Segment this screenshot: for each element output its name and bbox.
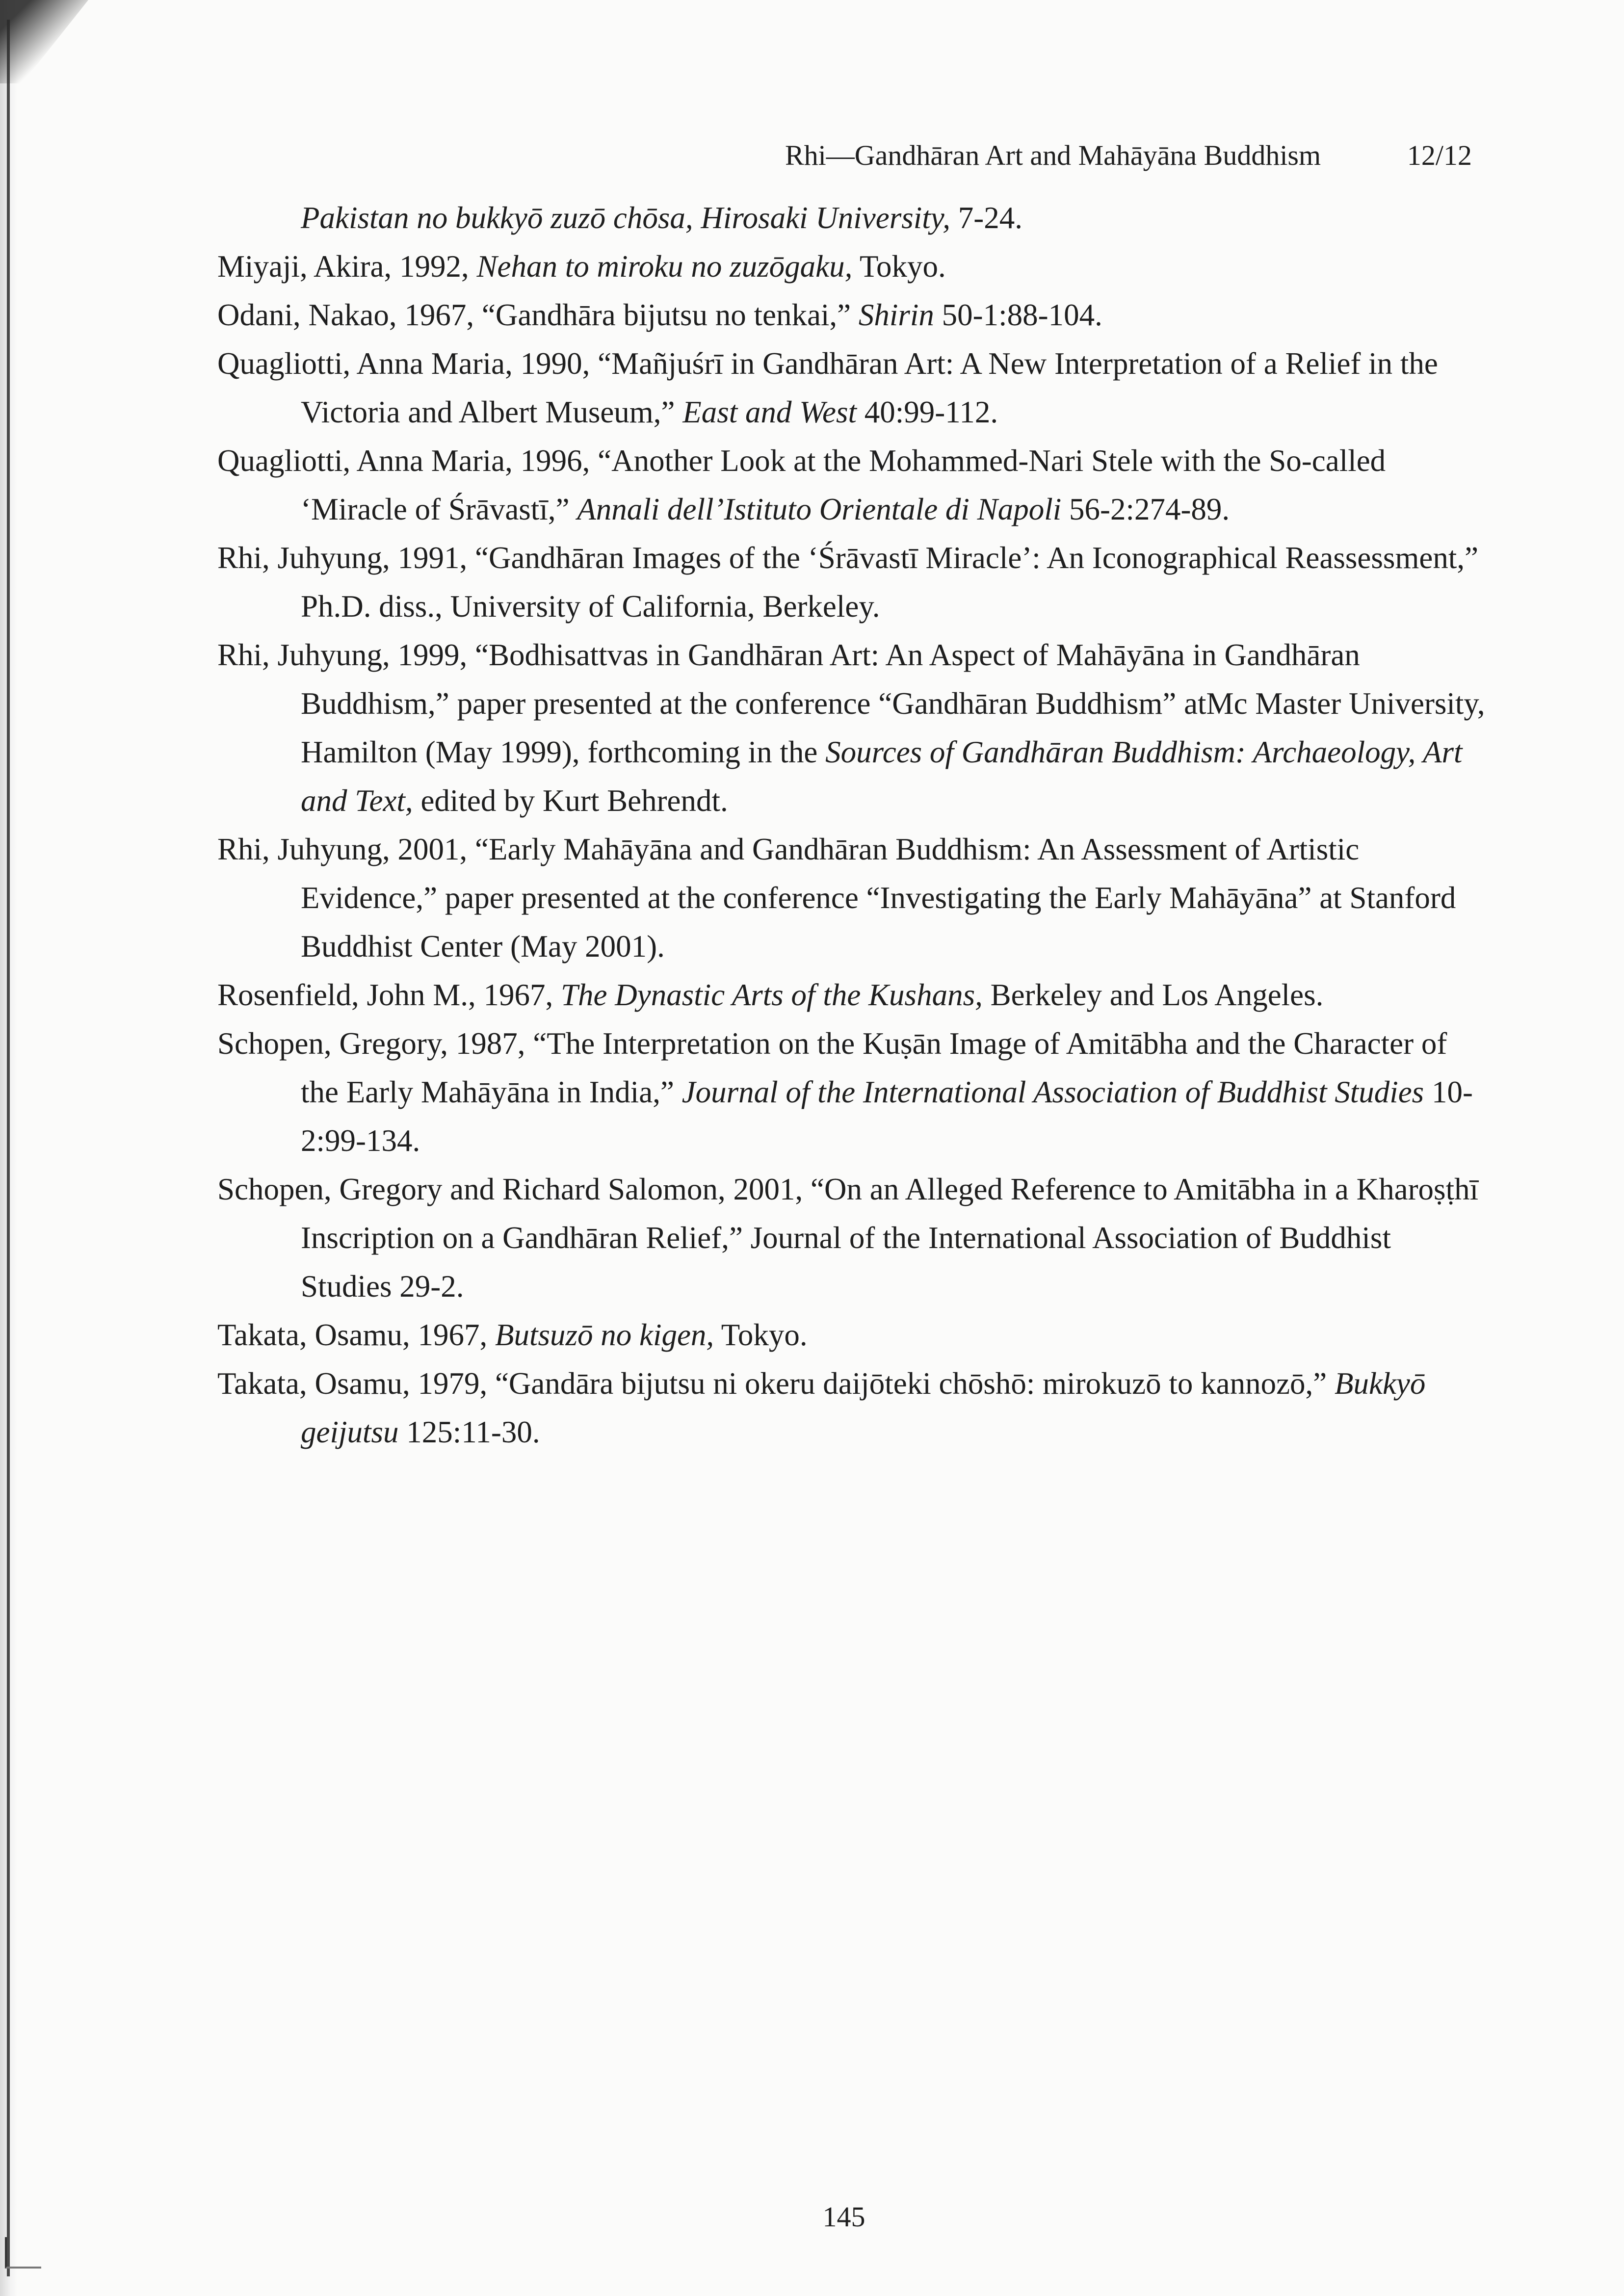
reference-text: Rhi, Juhyung, 2001, “Early Mahāyāna and Gandhāran Buddhism: An Assessment of Artistic Evidence,” paper presented at the conference “Investigating the Early Mahāyāna” at Stanford Buddhist Center (May 2001). bbox=[217, 832, 1456, 964]
reference-text: Tokyo. bbox=[714, 1318, 808, 1352]
reference-text: Schopen, Gregory and Richard Salomon, 2001, “On an Alleged Reference to Amitābha in a Kharoṣṭhī Inscription on a Gandhāran Relief,” Journal of the International Association of Buddhist Studies 29-2. bbox=[217, 1172, 1479, 1304]
reference-text: 10-2:99-134. bbox=[301, 1075, 1473, 1158]
reference-text: 50-1:88-104. bbox=[934, 298, 1102, 332]
reference-entry bbox=[217, 1019, 1488, 1165]
reference-italic-text: Shirin bbox=[858, 298, 934, 332]
reference-text: Rosenfield, John M., 1967, bbox=[217, 978, 561, 1012]
reference-text: Tokyo. bbox=[852, 249, 946, 284]
reference-entry bbox=[217, 437, 1488, 534]
reference-entry bbox=[217, 194, 1488, 242]
reference-italic-text: Butsuzō no kigen, bbox=[495, 1318, 714, 1352]
reference-text: Miyaji, Akira, 1992, bbox=[217, 249, 477, 284]
reference-text: 56-2:274-89. bbox=[1061, 492, 1230, 526]
reference-text: Rhi, Juhyung, 1999, “Bodhisattvas in Gandhāran Art: An Aspect of Mahāyāna in Gandhāran Buddhism,” paper presented at the conference “Gandhāran Buddhism” atMc Master University, Hamilton (May 1999), forthcoming in the bbox=[217, 638, 1485, 769]
reference-entry bbox=[217, 291, 1488, 339]
reference-italic-text: The Dynastic Arts of the Kushans, bbox=[560, 978, 983, 1012]
running-head-title: Rhi—Gandhāran Art and Mahāyāna Buddhism bbox=[785, 139, 1321, 171]
reference-text: Takata, Osamu, 1979, “Gandāra bijutsu ni okeru daijōteki chōshō: mirokuzō to kannozō,” bbox=[217, 1366, 1335, 1401]
reference-entry bbox=[217, 971, 1488, 1019]
reference-italic-text: Nehan to miroku no zuzōgaku, bbox=[476, 249, 853, 284]
reference-text: 40:99-112. bbox=[856, 395, 998, 429]
reference-italic-text: Bukkyō geijutsu bbox=[301, 1366, 1426, 1449]
reference-entry bbox=[217, 1165, 1488, 1311]
reference-text: 7-24. bbox=[950, 201, 1022, 235]
reference-text: Quagliotti, Anna Maria, 1990, “Mañjuśrī in Gandhāran Art: A New Interpretation of a Relief in the Victoria and Albert Museum,” bbox=[217, 346, 1438, 429]
reference-italic-text: East and West bbox=[682, 395, 857, 429]
reference-text: Rhi, Juhyung, 1991, “Gandhāran Images of the ‘Śrāvastī Miracle’: An Iconographical Reassessment,” Ph.D. diss., University of California, Berkeley. bbox=[217, 541, 1479, 624]
reference-entry bbox=[217, 1311, 1488, 1359]
reference-text: 125:11-30. bbox=[398, 1415, 540, 1449]
binding-corner-mark bbox=[0, 0, 88, 83]
reference-text: Quagliotti, Anna Maria, 1996, “Another Look at the Mohammed-Nari Stele with the So-called ‘Miracle of Śrāvastī,” bbox=[217, 444, 1386, 526]
reference-list bbox=[217, 194, 1488, 1457]
reference-text: edited by Kurt Behrendt. bbox=[413, 783, 728, 818]
reference-text: Berkeley and Los Angeles. bbox=[982, 978, 1324, 1012]
running-head-page-ref: 12/12 bbox=[1407, 139, 1472, 171]
reference-text: Takata, Osamu, 1967, bbox=[217, 1318, 495, 1352]
reference-italic-text: Journal of the International Association of Buddhist Studies bbox=[681, 1075, 1424, 1109]
reference-entry bbox=[217, 339, 1488, 437]
page-number: 145 bbox=[822, 2201, 865, 2233]
reference-entry bbox=[217, 534, 1488, 631]
reference-text: Schopen, Gregory, 1987, “The Interpretation on the Kuṣān Image of Amitābha and the Character of the Early Mahāyāna in India,” bbox=[217, 1026, 1447, 1109]
reference-italic-text: Annali dell’Istituto Orientale di Napoli bbox=[577, 492, 1062, 526]
binding-bottom-mark bbox=[5, 2237, 41, 2269]
reference-text: Odani, Nakao, 1967, “Gandhāra bijutsu no tenkai,” bbox=[217, 298, 859, 332]
reference-italic-text: Sources of Gandhāran Buddhism: Archaeology, Art and Text, bbox=[301, 735, 1463, 818]
reference-italic-text: Pakistan no bukkyō zuzō chōsa, Hirosaki University, bbox=[301, 201, 950, 235]
reference-entry bbox=[217, 631, 1488, 825]
binding-edge-line bbox=[7, 20, 10, 2276]
reference-entry bbox=[217, 242, 1488, 291]
reference-entry bbox=[217, 1359, 1488, 1457]
reference-entry bbox=[217, 825, 1488, 971]
